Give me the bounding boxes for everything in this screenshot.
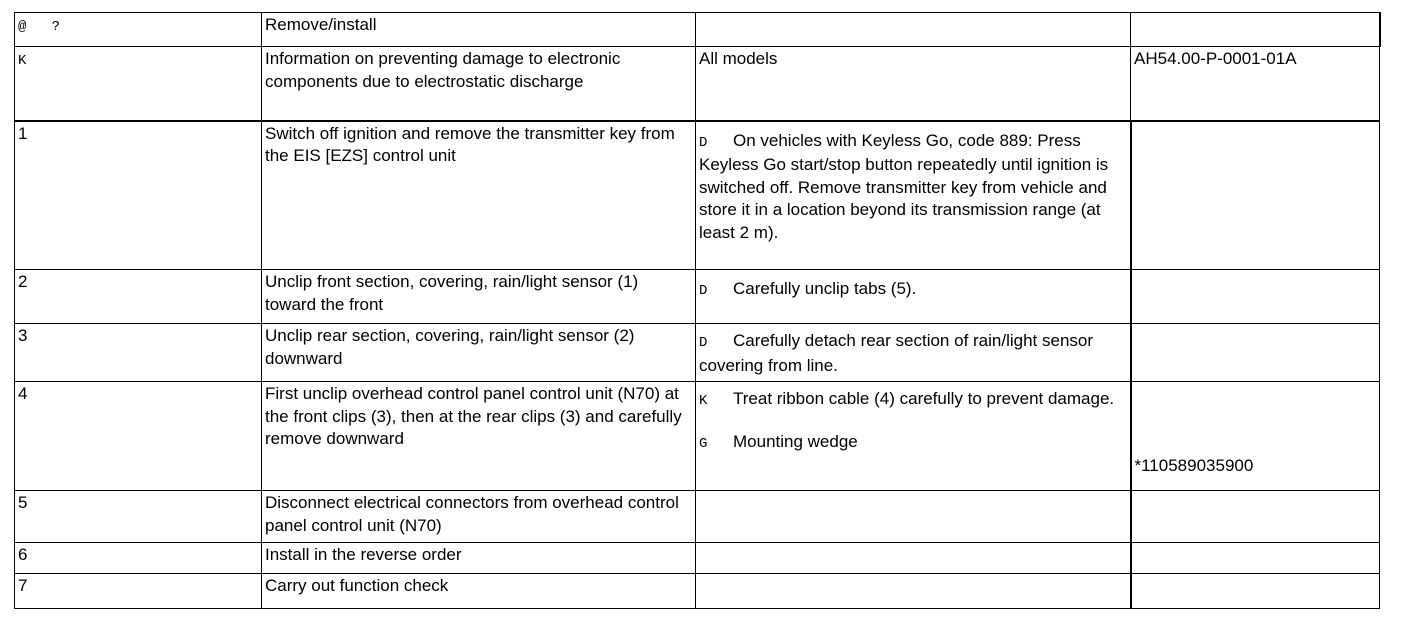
step-text-cell	[262, 543, 696, 574]
special-tool-link[interactable]: *110589035900	[1134, 456, 1254, 475]
note-symbol: D	[699, 335, 708, 351]
info-text-cell	[262, 47, 696, 121]
step-notes-cell	[696, 574, 1131, 609]
info-symbol-cell	[15, 47, 262, 121]
info-docref-cell	[1131, 47, 1380, 121]
step-notes-cell	[696, 270, 1131, 324]
step-text-cell	[262, 270, 696, 324]
step-ref-cell	[1131, 574, 1380, 609]
header-symbols-cell	[15, 13, 262, 47]
step-number: 4	[18, 384, 28, 403]
header-row	[15, 13, 1380, 47]
step-number: 3	[18, 326, 28, 345]
note-spacer	[699, 413, 1127, 431]
step-num-cell	[15, 574, 262, 609]
step-number: 7	[18, 576, 28, 595]
step-num-cell	[15, 491, 262, 543]
step-ref-cell	[1131, 382, 1380, 491]
step-notes-cell	[696, 491, 1131, 543]
note-symbol: D	[699, 283, 708, 299]
info-models: All models	[699, 49, 778, 68]
step-number: 2	[18, 272, 28, 291]
note	[699, 388, 1127, 413]
header-symbols: @ ?	[18, 19, 61, 35]
step-text: Disconnect electrical connectors from overhead control panel control unit (N70)	[265, 493, 679, 535]
step-num-cell	[15, 270, 262, 324]
step-text: Install in the reverse order	[265, 545, 462, 564]
step-ref-cell	[1131, 121, 1380, 270]
step-text-cell	[262, 574, 696, 609]
step-ref-cell	[1131, 491, 1380, 543]
header-empty-cell-2	[1131, 13, 1380, 47]
info-text: Information on preventing damage to electronic components due to electrostatic discharge	[265, 49, 621, 91]
procedure-table	[14, 12, 1381, 609]
step-text: Unclip rear section, covering, rain/light sensor (2) downward	[265, 326, 635, 368]
info-row	[15, 47, 1380, 121]
step-text: Switch off ignition and remove the transmitter key from the EIS [EZS] control unit	[265, 123, 675, 165]
header-empty-cell	[696, 13, 1131, 47]
step-num-cell	[15, 121, 262, 270]
step-notes-cell	[696, 121, 1131, 270]
note-text: Carefully detach rear section of rain/light sensor covering from line.	[699, 331, 1094, 375]
note-text: Mounting wedge	[733, 431, 858, 451]
step-notes-cell	[696, 543, 1131, 574]
step-notes-cell	[696, 324, 1131, 382]
step-num-cell	[15, 543, 262, 574]
table-row	[15, 324, 1380, 382]
step-number: 1	[18, 123, 28, 143]
step-number: 6	[18, 545, 28, 564]
note-text: On vehicles with Keyless Go, code 889: Press Keyless Go start/stop button repeatedly until ignition is switched off. Remove transmitter key from vehicle and store it in a location beyond its transmission range (at least 2 m).	[699, 130, 1109, 242]
note-symbol: K	[699, 393, 708, 409]
note	[699, 431, 1127, 456]
table-row	[15, 382, 1380, 491]
step-text: Carry out function check	[265, 576, 449, 595]
info-symbol: K	[18, 53, 27, 69]
step-num-cell	[15, 382, 262, 491]
table-row	[15, 574, 1380, 609]
step-text: First unclip overhead control panel control unit (N70) at the front clips (3), then at the rear clips (3) and carefully remove downward	[265, 384, 682, 448]
info-models-cell	[696, 47, 1131, 121]
step-text-cell	[262, 324, 696, 382]
step-text-cell	[262, 121, 696, 270]
note-symbol: D	[699, 134, 708, 151]
step-num-cell	[15, 324, 262, 382]
note-text: Carefully unclip tabs (5).	[733, 279, 917, 298]
table-row	[15, 270, 1380, 324]
step-ref-cell	[1131, 270, 1380, 324]
note-text: Treat ribbon cable (4) carefully to prevent damage.	[733, 389, 1115, 408]
step-ref-cell	[1131, 543, 1380, 574]
step-number: 5	[18, 493, 28, 512]
table-row	[15, 491, 1380, 543]
note-symbol: G	[699, 435, 708, 452]
info-doc-ref-link[interactable]: AH54.00-P-0001-01A	[1134, 49, 1297, 68]
header-title-cell	[262, 13, 696, 47]
step-ref-cell	[1131, 324, 1380, 382]
step-text-cell	[262, 382, 696, 491]
step-text-cell	[262, 491, 696, 543]
table-row	[15, 121, 1380, 270]
table-row	[15, 543, 1380, 574]
step-text: Unclip front section, covering, rain/light sensor (1) toward the front	[265, 272, 639, 314]
step-notes-cell	[696, 382, 1131, 491]
header-title: Remove/install	[265, 15, 377, 34]
